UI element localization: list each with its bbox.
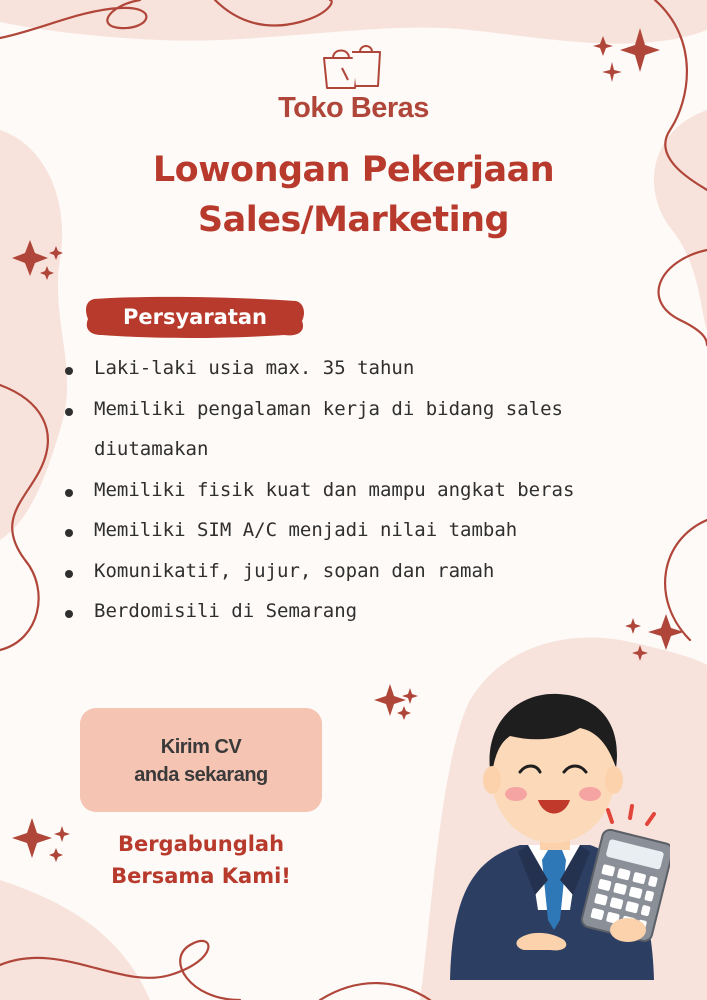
sparkle-top-right-small2 bbox=[602, 62, 622, 82]
requirement-bullet bbox=[65, 610, 73, 618]
businessman-illustration bbox=[440, 680, 670, 980]
sparkle-illustration-small bbox=[402, 688, 418, 704]
shopping-bags-icon bbox=[318, 42, 388, 90]
requirement-text: Memiliki SIM A/C menjadi nilai tambah bbox=[94, 519, 518, 541]
requirement-bullet bbox=[65, 489, 73, 497]
swirl-bottom-right bbox=[320, 983, 430, 1000]
headline-line-1: Lowongan Pekerjaan bbox=[152, 150, 555, 190]
swirl-right-lower bbox=[665, 520, 707, 640]
send-cv-line-1: Kirim CV bbox=[160, 736, 242, 758]
send-cv-box bbox=[80, 708, 322, 812]
sparkle-illustration-big bbox=[374, 684, 406, 716]
requirement-bullet bbox=[65, 529, 73, 537]
send-cv-line-2: anda sekarang bbox=[134, 764, 268, 786]
join-line-2: Bersama Kami! bbox=[111, 864, 291, 888]
requirements-heading: Persyaratan bbox=[122, 305, 268, 329]
requirement-bullet bbox=[65, 367, 73, 375]
left-blob bbox=[0, 130, 67, 540]
top-blob bbox=[0, 0, 707, 44]
requirement-text: Memiliki pengalaman kerja di bidang sales bbox=[94, 397, 563, 420]
sparkle-bottom-left-big bbox=[12, 818, 52, 858]
sparkle-illustration-small2 bbox=[397, 706, 411, 720]
requirements-heading-badge bbox=[84, 293, 306, 341]
requirement-text: Laki-laki usia max. 35 tahun bbox=[94, 357, 415, 379]
requirement-bullet bbox=[65, 570, 73, 578]
brand-name: Toko Beras bbox=[278, 92, 429, 124]
sparkle-mid-right-big bbox=[648, 614, 684, 650]
headline-line-2: Sales/Marketing bbox=[197, 200, 510, 240]
requirement-text: Komunikatif, jujur, sopan dan ramah bbox=[94, 559, 495, 582]
sparkle-mid-right-small bbox=[625, 618, 641, 634]
requirement-text: diutamakan bbox=[94, 438, 209, 460]
requirement-bullet bbox=[65, 408, 73, 416]
bottom-left-blob bbox=[0, 880, 150, 1000]
join-line-1: Bergabunglah bbox=[117, 832, 285, 856]
requirement-text: Memiliki fisik kuat dan mampu angkat beras bbox=[94, 478, 575, 501]
requirement-text: Berdomisili di Semarang bbox=[94, 600, 358, 622]
